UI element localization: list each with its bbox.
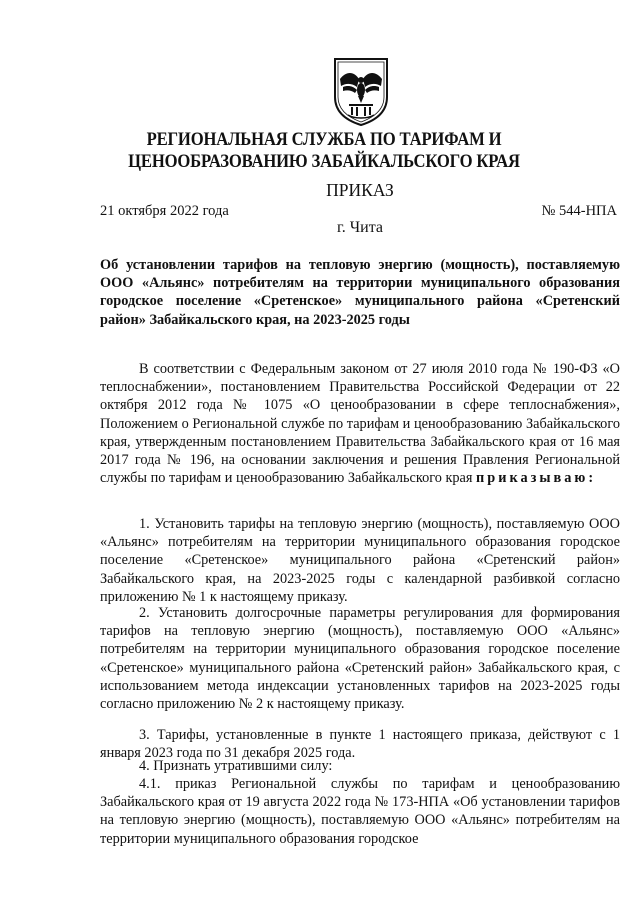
order-city: г. Чита bbox=[336, 219, 383, 236]
preamble-paragraph bbox=[100, 360, 620, 487]
order-date: 21 октября 2022 года bbox=[100, 203, 229, 219]
order-item-3: 3. Тарифы, установленные в пункте 1 настоящего приказа, действуют с 1 января 2023 года по 31 декабря 2025 года. bbox=[100, 727, 620, 762]
preamble-text: В соответствии с Федеральным законом от 27 июля 2010 года № 190-ФЗ «О теплоснабжении», постановлением Правительства Российской Федерации от 22 октября 2012 года № 1075 «О ценообразовании в сфере теплоснабжения», Положением о Региональной службе по тарифам и ценообразованию Забайкальского края, утвержденным постановлением Правительства Забайкальского края от 16 мая 2017 года № 196, на основании заключения и решения Правления Региональной службы по тарифам и ценообразованию Забайкальского края bbox=[100, 361, 620, 487]
order-item-2: 2. Установить долгосрочные параметры регулирования для формирования тарифов на тепловую энергию (мощность), поставляемую ООО «Альянс» потребителям на территории муниципального образования городское поселение «Сретенское» муниципального района «Сретенский район» Забайкальского края, с использованием метода индексации установленных тарифов на 2023-2025 годы согласно приложению № 2 к настоящему приказу. bbox=[100, 605, 620, 713]
agency-name-line2: ЦЕНООБРАЗОВАНИЮ ЗАБАЙКАЛЬСКОГО КРАЯ bbox=[128, 152, 520, 172]
coat-of-arms-icon bbox=[332, 57, 390, 127]
order-subject: Об установлении тарифов на тепловую энергию (мощность), поставляемую ООО «Альянс» потребителям на территории муниципального образования городское поселение «Сретенское» муниципального района «Сретенский район» Забайкальского края, на 2023-2025 годы bbox=[100, 257, 620, 328]
order-title: ПРИКАЗ bbox=[326, 180, 394, 200]
agency-name-line1: РЕГИОНАЛЬНАЯ СЛУЖБА ПО ТАРИФАМ И bbox=[146, 130, 502, 150]
agency-name bbox=[0, 129, 640, 173]
directive-word: приказываю: bbox=[476, 470, 597, 487]
order-item-4: 4. Признать утратившими силу: bbox=[139, 758, 333, 774]
order-number: № 544-НПА bbox=[541, 203, 617, 219]
order-item-4-1: 4.1. приказ Региональной службы по тарифам и ценообразованию Забайкальского края от 19 августа 2022 года № 173-НПА «Об установлении тарифов на тепловую энергию (мощность), поставляемую ООО «Альянс» потребителям на территории муниципального образования городское bbox=[100, 776, 620, 847]
order-item-1: 1. Установить тарифы на тепловую энергию (мощность), поставляемую ООО «Альянс» потребителям на территории муниципального образования городское поселение «Сретенское» муниципального района «Сретенский район» Забайкальского края, на 2023-2025 годы с календарной разбивкой согласно приложению № 1 к настоящему приказу. bbox=[100, 516, 620, 605]
